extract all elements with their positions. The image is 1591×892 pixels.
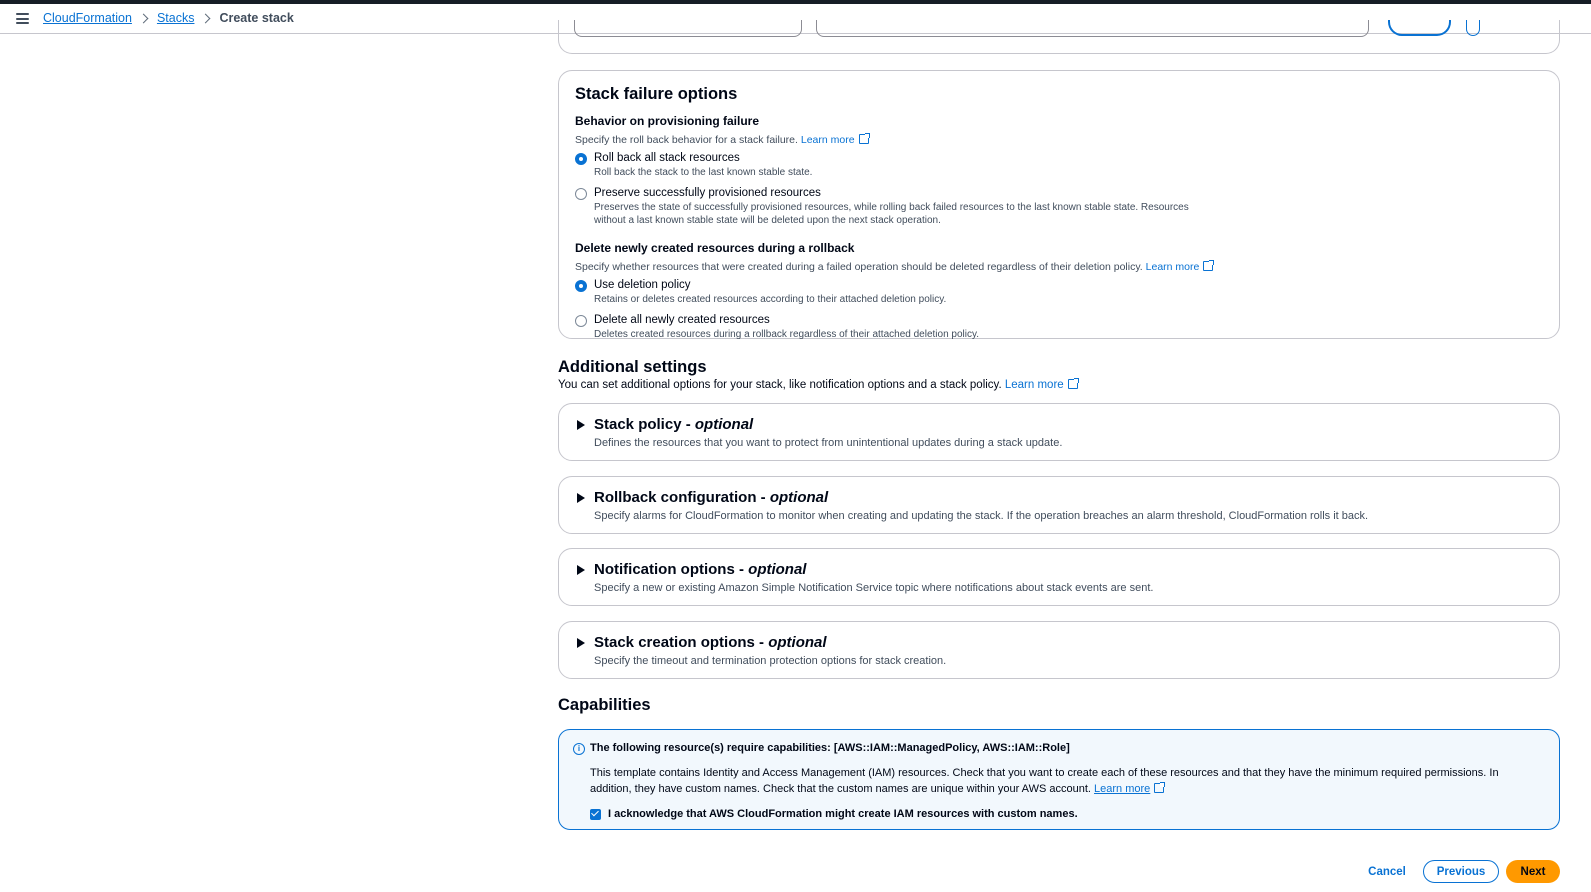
delete-description <box>575 260 1543 273</box>
stack-failure-options-panel <box>558 70 1560 339</box>
panel-title: Stack failure options <box>575 85 738 103</box>
help-icon[interactable] <box>1466 20 1480 36</box>
next-button[interactable]: Next <box>1506 860 1560 883</box>
radio-label: Preserve successfully provisioned resources <box>594 187 821 199</box>
delete-desc-text: Specify whether resources that were created during a failed operation should be deleted regardless of their deletion policy. <box>575 261 1143 273</box>
radio-button[interactable] <box>575 188 587 200</box>
radio-preserve-provisioned[interactable] <box>575 187 1543 227</box>
alert-body <box>590 765 1520 797</box>
expander-title[interactable]: Notification options - optional <box>594 561 807 578</box>
behavior-description <box>575 133 1543 146</box>
behavior-desc-text: Specify the roll back behavior for a stack failure. <box>575 134 798 146</box>
learn-more-link[interactable] <box>1146 261 1214 273</box>
expander-title[interactable]: Stack policy - optional <box>594 416 754 433</box>
info-icon: i <box>573 743 585 755</box>
breadcrumb-stacks[interactable]: Stacks <box>156 11 195 25</box>
radio-button[interactable] <box>575 315 587 327</box>
additional-desc-text: You can set additional options for your stack, like notification options and a stack policy. <box>558 379 1002 391</box>
previous-button[interactable]: Previous <box>1423 860 1499 883</box>
learn-more-text[interactable]: Learn more <box>1145 261 1200 273</box>
radio-label: Delete all newly created resources <box>594 314 770 326</box>
external-link-icon <box>1068 379 1078 389</box>
value-input[interactable] <box>816 20 1369 37</box>
expander-description: Specify the timeout and termination protection options for stack creation. <box>594 655 947 667</box>
acknowledge-checkbox-row[interactable] <box>590 808 1545 820</box>
breadcrumb <box>43 11 294 25</box>
stack-creation-options-expander[interactable] <box>558 621 1560 679</box>
radio-description: Retains or deletes created resources according to their attached deletion policy. <box>594 294 947 305</box>
acknowledge-checkbox[interactable] <box>590 809 601 820</box>
acknowledge-label[interactable]: I acknowledge that AWS CloudFormation might create IAM resources with custom names. <box>608 808 1078 820</box>
expander-title[interactable]: Stack creation options - optional <box>594 634 827 651</box>
capabilities-alert <box>558 729 1560 830</box>
radio-button[interactable] <box>575 153 587 165</box>
caret-right-icon[interactable] <box>577 420 585 430</box>
stack-policy-expander[interactable] <box>558 403 1560 461</box>
capabilities-title: Capabilities <box>558 696 651 714</box>
learn-more-link[interactable] <box>1005 379 1078 391</box>
key-input[interactable] <box>574 20 802 37</box>
chevron-right-icon <box>138 13 148 23</box>
radio-use-deletion-policy[interactable] <box>575 279 1543 306</box>
external-link-icon <box>1203 261 1213 271</box>
expander-description: Defines the resources that you want to protect from unintentional updates during a stack update. <box>594 437 1063 449</box>
expander-description: Specify alarms for CloudFormation to monitor when creating and updating the stack. If the operation breaches an alarm threshold, CloudFormation rolls it back. <box>594 510 1369 522</box>
radio-description: Preserves the state of successfully provisioned resources, while rolling back failed resources to the last known stable state. Resources without a last known stable state will be deleted upon the next stack operation. <box>594 202 1189 226</box>
cancel-button[interactable]: Cancel <box>1368 865 1406 878</box>
behavior-label: Behavior on provisioning failure <box>575 114 760 128</box>
learn-more-link[interactable] <box>801 134 869 146</box>
caret-right-icon[interactable] <box>577 493 585 503</box>
radio-button[interactable] <box>575 280 587 292</box>
alert-title: The following resource(s) require capabilities: [AWS::IAM::ManagedPolicy, AWS::IAM::Role] <box>590 742 1070 754</box>
caret-right-icon[interactable] <box>577 638 585 648</box>
radio-label: Roll back all stack resources <box>594 152 740 164</box>
additional-settings-title: Additional settings <box>558 358 707 376</box>
breadcrumb-cloudformation[interactable]: CloudFormation <box>43 11 132 25</box>
radio-description: Deletes created resources during a rollback regardless of their attached deletion policy. <box>594 329 980 340</box>
remove-button[interactable] <box>1388 20 1451 36</box>
external-link-icon <box>859 134 869 144</box>
radio-description: Roll back the stack to the last known stable state. <box>594 167 813 178</box>
expander-description: Specify a new or existing Amazon Simple Notification Service topic where notifications about stack events are sent. <box>594 582 1154 594</box>
hamburger-menu-icon[interactable] <box>16 13 29 24</box>
chevron-right-icon <box>201 13 211 23</box>
rollback-configuration-expander[interactable] <box>558 476 1560 534</box>
learn-more-text[interactable]: Learn more <box>1094 783 1151 795</box>
breadcrumb-current: Create stack <box>219 11 294 25</box>
external-link-icon <box>1154 783 1164 793</box>
radio-delete-all-new[interactable] <box>575 314 1543 341</box>
radio-roll-back-all[interactable] <box>575 152 1543 179</box>
previous-section-panel <box>558 20 1560 54</box>
learn-more-text[interactable]: Learn more <box>1004 379 1064 391</box>
learn-more-link[interactable] <box>1094 783 1164 795</box>
alert-body-text: This template contains Identity and Access Management (IAM) resources. Check that you want to create each of these resources and that they have the minimum required permissions. In addition, they have custom names. Check that the custom names are unique within your AWS account. <box>590 767 1499 795</box>
learn-more-text[interactable]: Learn more <box>800 134 855 146</box>
caret-right-icon[interactable] <box>577 565 585 575</box>
notification-options-expander[interactable] <box>558 548 1560 606</box>
radio-label: Use deletion policy <box>594 279 691 291</box>
delete-label: Delete newly created resources during a rollback <box>575 241 855 255</box>
additional-settings-description <box>558 378 1078 391</box>
expander-title[interactable]: Rollback configuration - optional <box>594 489 829 506</box>
